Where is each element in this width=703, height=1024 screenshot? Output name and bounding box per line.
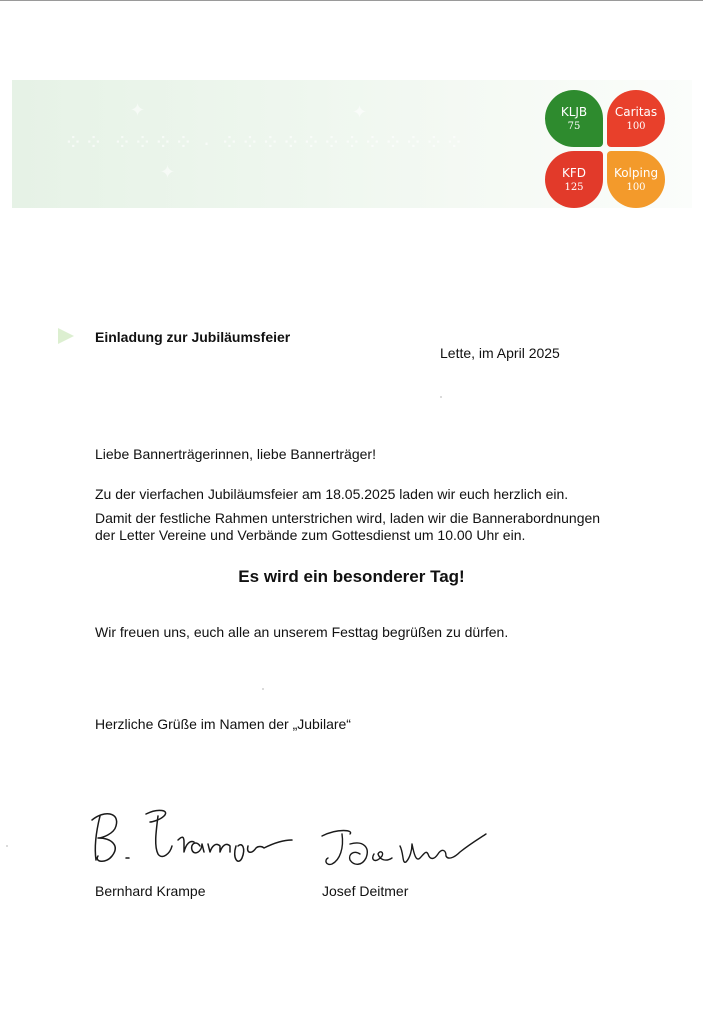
signatory-name: Josef Deitmer [322,883,409,899]
logo-leaf-number: 100 [626,181,646,193]
logo-leaf-number: 75 [567,120,581,132]
jubilee-clover-logo [545,90,665,208]
logo-leaf-name: Caritas [614,104,658,119]
scan-speck [440,396,442,398]
paragraph-details-line-2: der Letter Vereine und Verbände zum Gottesdienst um 10.00 Uhr ein. [95,527,526,543]
signatory-name: Bernhard Krampe [95,883,206,899]
paragraph-details-line-1: Damit der festliche Rahmen unterstrichen wird, laden wir die Bannerabordnungen [95,510,601,526]
paragraph-welcome: Wir freuen uns, euch alle an unserem Festtag begrüßen zu dürfen. [95,624,509,640]
banner-decoration: ✦ [352,102,368,122]
logo-leaf-name: KLJB [560,104,588,119]
subject-arrow-icon [58,328,74,344]
place-and-date: Lette, im April 2025 [440,345,560,361]
logo-leaf-number: 125 [564,181,584,193]
paragraph-invitation: Zu der vierfachen Jubiläumsfeier am 18.05.2025 laden wir euch herzlich ein. [95,486,569,502]
scan-speck [262,688,264,690]
logo-leaf-kfd [545,151,603,208]
banner-decoration: ✦ [130,100,146,120]
letter-subject: Einladung zur Jubiläumsfeier [95,329,291,345]
logo-leaf-name: KFD [561,165,586,180]
banner-watermark: ⁘⁘ ⁘⁘⁘⁘ · ⁘⁘⁘⁘⁘⁘⁘⁘⁘⁘⁘⁘ [64,130,466,155]
salutation: Liebe Bannerträgerinnen, liebe Bannerträger! [95,446,376,462]
signature-josef-deitmer [320,824,490,880]
logo-leaf-kljb [545,90,603,147]
logo-leaf-name: Kolping [613,165,659,180]
scan-speck [6,845,8,847]
highlight-line: Es wird ein besonderer Tag! [238,567,465,586]
banner-decoration: ✦ [160,162,176,182]
logo-leaf-number: 100 [626,120,646,132]
logo-leaf-kolping [607,151,665,208]
scan-top-edge [0,0,703,1]
logo-leaf-caritas [607,90,665,147]
closing-greeting: Herzliche Grüße im Namen der „Jubilare“ [95,716,351,732]
signature-bernhard-krampe [86,802,296,872]
